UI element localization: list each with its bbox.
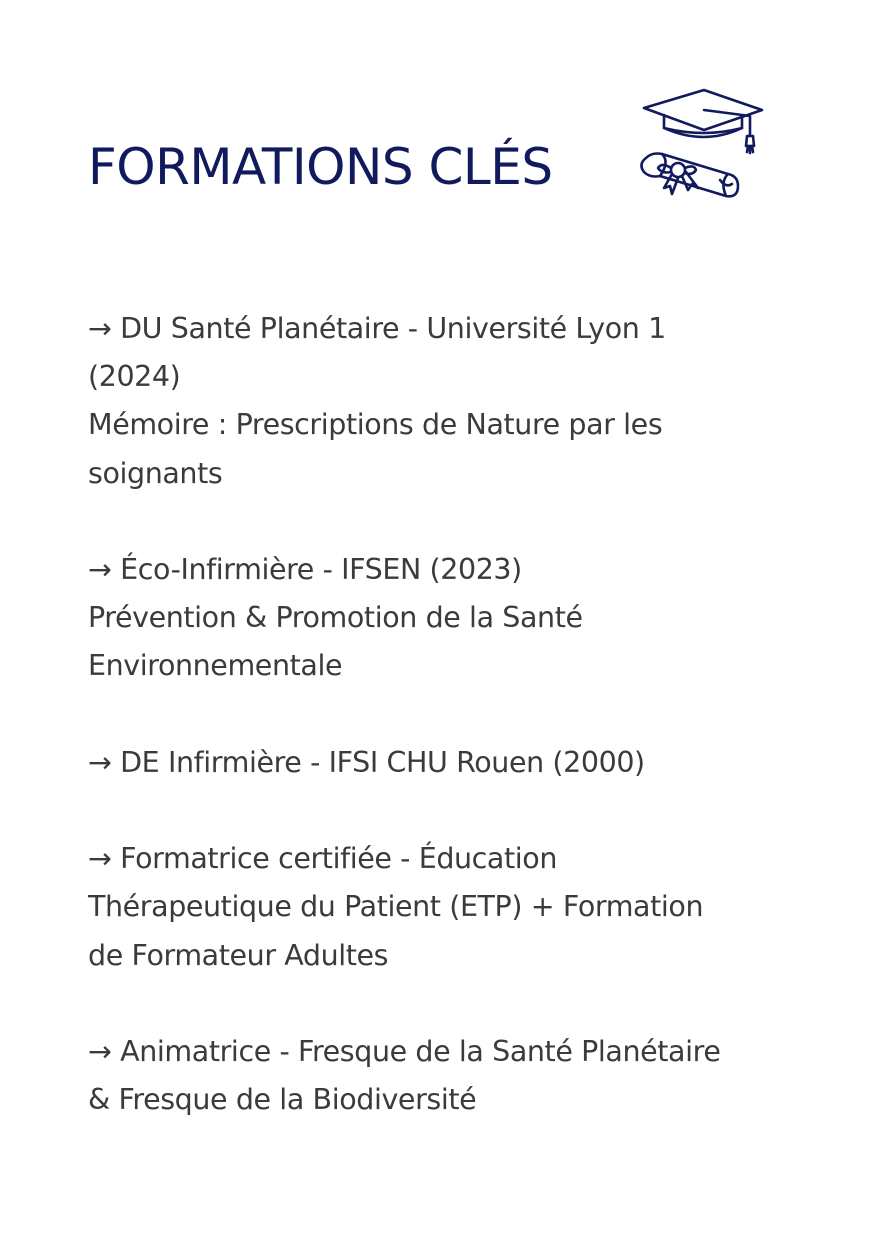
header [88,132,553,202]
entry-line: & Fresque de la Biodiversité [88,1083,477,1117]
entry-line: Thérapeutique du Patient (ETP) + Formation [88,890,704,924]
entry-line: soignants [88,456,223,490]
list-item [88,546,808,691]
entry-line: → DE Infirmière - IFSI CHU Rouen (2000) [88,745,645,779]
entry-line: → DU Santé Planétaire - Université Lyon 1 [88,312,666,345]
entry-line: → Éco-Infirmière - IFSEN (2023) [88,553,522,586]
list-item [88,835,808,980]
graduation-cap-diploma-icon [634,84,768,212]
entry-line: → Formatrice certifiée - Éducation [88,842,557,876]
list-item [88,305,808,498]
formations-list [88,305,808,1124]
entry-line: (2024) [88,360,181,394]
entry-line: Environnementale [88,649,343,683]
page-title: FORMATIONS CLÉS [88,138,553,196]
list-item [88,739,808,787]
entry-line: Prévention & Promotion de la Santé [88,601,583,635]
entry-line: Mémoire : Prescriptions de Nature par les [88,408,663,442]
entry-line: → Animatrice - Fresque de la Santé Planétaire [88,1034,721,1068]
entry-line: de Formateur Adultes [88,938,389,972]
list-item [88,1028,808,1124]
